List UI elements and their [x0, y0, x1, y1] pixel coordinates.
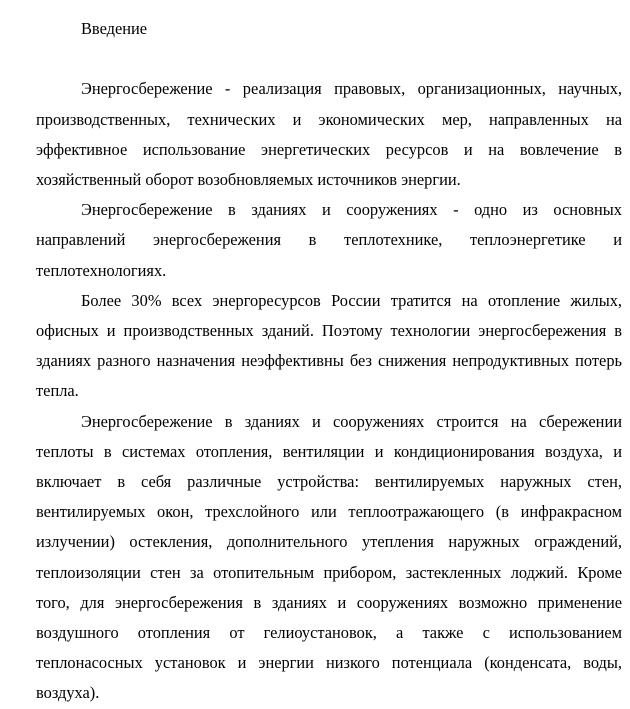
paragraph-methods: Энергосбережение в зданиях и сооружениях строится на сбережении теплоты в системах отопления, вентиляции и кондиционирования воздуха, и включает в себя различные устройства: вентилируемых наружных стен, вентилируемых окон, трехслойного или теплоотражающего (в инфракрасном излучении) остекления, дополнительного утепления наружных ограждений, теплоизоляции стен за отопительным прибором, застекленных лоджий. Кроме того, для энергосбережения в зданиях и сооружениях возможно применение воздушного отопления от гелиоустановок, а также с использованием теплонасосных установок и энергии низкого потенциала (конденсата, воды, воздуха).: [36, 411, 622, 703]
document-page: [36, 14, 622, 709]
document-title: Введение: [81, 19, 148, 38]
paragraph-statistics: Более 30% всех энергоресурсов России тратится на отопление жилых, офисных и производственных зданий. Поэтому технологии энергосбережения в зданиях разного назначения неэффективны без снижения непродуктивных потерь тепла.: [36, 290, 622, 401]
paragraph-buildings: Энергосбережение в зданиях и сооружениях - одно из основных направлений энергосбережения в теплотехнике, теплоэнергетике и теплотехнологиях.: [36, 200, 622, 280]
paragraph-definition: Энергосбережение - реализация правовых, организационных, научных, производственных, технических и экономических мер, направленных на эффективное использование энергетических ресурсов и на вовлечение в хозяйственный оборот возобновляемых источников энергии.: [36, 79, 622, 189]
